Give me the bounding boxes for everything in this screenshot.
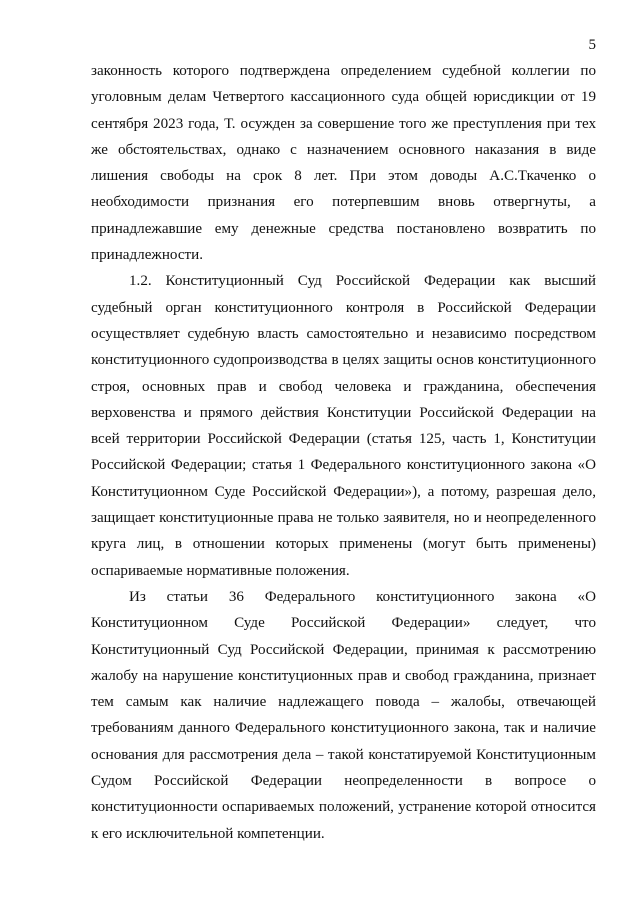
document-body — [91, 58, 596, 847]
page-number: 5 — [588, 37, 596, 53]
paragraph-1-2: 1.2. Конституционный Суд Российской Федерации как высший судебный орган конституционного контроля в Российской Федерации осуществляет судебную власть самостоятельно и независимо посредством конституционного судопроизводства в целях защиты основ конституционного строя, основных прав и свобод человека и гражданина, обеспечения верховенства и прямого действия Конституции Российской Федерации на всей территории Российской Федерации (статья 125, часть 1, Конституции Российской Федерации; статья 1 Федерального конституционного закона «О Конституционном Суде Российской Федерации»), а потому, разрешая дело, защищает конституционные права не только заявителя, но и неопределенного круга лиц, в отношении которых применены (могут быть применены) оспариваемые нормативные положения. — [91, 273, 596, 579]
paragraph-continuation: законность которого подтверждена определением судебной коллегии по уголовным делам Четвертого кассационного суда общей юрисдикции от 19 сентября 2023 года, Т. осужден за совершение того же преступления при тех же обстоятельствах, однако с назначением основного наказания в виде лишения свободы на срок 8 лет. При этом доводы А.С.Ткаченко о необходимости признания его потерпевшим вновь отвергнуты, а принадлежавшие ему денежные средства постановлено возвратить по принадлежности. — [91, 63, 596, 264]
paragraph-article-36: Из статьи 36 Федерального конституционного закона «О Конституционном Суде Российской Федерации» следует, что Конституционный Суд Российской Федерации, принимая к рассмотрению жалобу на нарушение конституционных прав и свобод гражданина, признает тем самым как наличие надлежащего повода – жалобы, отвечающей требованиям данного Федерального конституционного закона, так и наличие основания для рассмотрения дела – такой констатируемой Конституционным Судом Российской Федерации неопределенности в вопросе о конституционности оспариваемых положений, устранение которой относится к его исключительной компетенции. — [91, 588, 596, 842]
